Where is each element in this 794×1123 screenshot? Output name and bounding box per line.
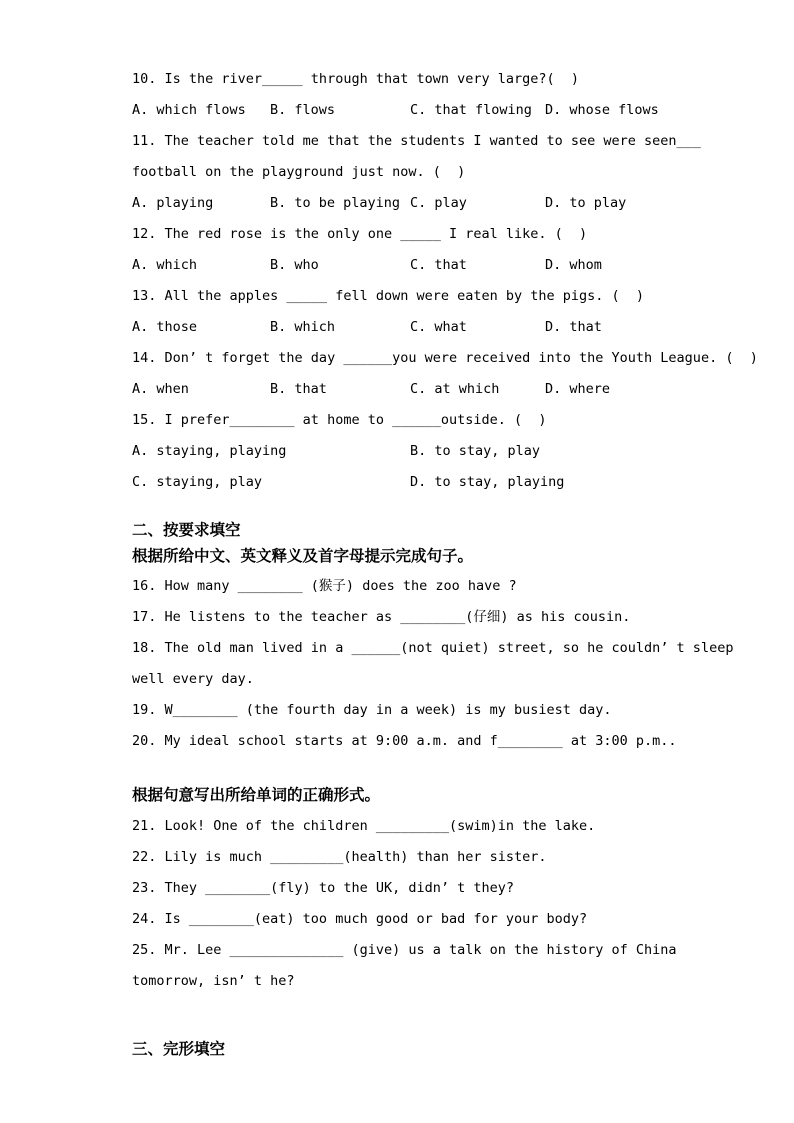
option-c: C. play: [410, 195, 467, 211]
option-d: D. whom: [545, 257, 602, 273]
question-12-options: [132, 250, 754, 281]
question-19-text: 19. W________ (the fourth day in a week) is my busiest day.: [132, 702, 612, 718]
option-c: C. staying, play: [132, 474, 263, 490]
option-b: B. flows: [270, 102, 336, 118]
option-c: C. what: [410, 319, 467, 335]
option-a: A. playing: [132, 195, 214, 211]
option-a: A. those: [132, 319, 198, 335]
section-2-instruction-1: 根据所给中文、英文释义及首字母提示完成句子。: [132, 547, 474, 565]
option-a: A. which: [132, 257, 198, 273]
question-11-line-2: football on the playground just now. ( ): [132, 164, 466, 180]
question-18-line-1: 18. The old man lived in a ______(not quiet) street, so he couldn’ t sleep: [132, 640, 734, 656]
section-2-instruction-2: 根据句意写出所给单词的正确形式。: [132, 786, 381, 804]
question-10-options: [132, 95, 754, 126]
section-3-heading: 三、完形填空: [132, 1040, 226, 1058]
option-d: D. where: [545, 381, 611, 397]
option-a: A. which flows: [132, 102, 246, 118]
question-13-options: [132, 312, 754, 343]
question-16-text: 16. How many ________ (猴子) does the zoo have ?: [132, 578, 517, 594]
option-d: D. that: [545, 319, 602, 335]
question-17-text: 17. He listens to the teacher as ________(仔细) as his cousin.: [132, 609, 631, 625]
option-d: D. to stay, playing: [410, 474, 565, 490]
question-10-text: 10. Is the river_____ through that town very large?( ): [132, 71, 580, 87]
option-b: B. which: [270, 319, 336, 335]
question-13-text: 13. All the apples _____ fell down were eaten by the pigs. ( ): [132, 288, 645, 304]
question-11-options: [132, 188, 754, 219]
question-20-text: 20. My ideal school starts at 9:00 a.m. and f________ at 3:00 p.m..: [132, 733, 677, 749]
page-content: [132, 64, 758, 1062]
option-a: A. staying, playing: [132, 443, 287, 459]
option-b: B. that: [270, 381, 327, 397]
option-c: C. that: [410, 257, 467, 273]
question-14-text: 14. Don’ t forget the day ______you were received into the Youth League. ( ): [132, 350, 758, 366]
option-a: A. when: [132, 381, 189, 397]
question-21-text: 21. Look! One of the children _________(swim)in the lake.: [132, 818, 596, 834]
option-d: D. to play: [545, 195, 627, 211]
option-c: C. that flowing: [410, 102, 532, 118]
option-c: C. at which: [410, 381, 500, 397]
question-25-line-2: tomorrow, isn’ t he?: [132, 973, 295, 989]
option-b: B. to stay, play: [410, 443, 541, 459]
option-d: D. whose flows: [545, 102, 659, 118]
question-15-options-row-2: [132, 467, 754, 498]
question-11-line-1: 11. The teacher told me that the students I wanted to see were seen___: [132, 133, 701, 149]
question-18-line-2: well every day.: [132, 671, 254, 687]
option-b: B. who: [270, 257, 319, 273]
question-14-options: [132, 374, 754, 405]
question-23-text: 23. They ________(fly) to the UK, didn’ t they?: [132, 880, 515, 896]
option-b: B. to be playing: [270, 195, 401, 211]
question-12-text: 12. The red rose is the only one _____ I real like. ( ): [132, 226, 588, 242]
section-2-heading: 二、按要求填空: [132, 521, 241, 539]
question-24-text: 24. Is ________(eat) too much good or bad for your body?: [132, 911, 588, 927]
question-22-text: 22. Lily is much _________(health) than her sister.: [132, 849, 547, 865]
question-25-line-1: 25. Mr. Lee ______________ (give) us a talk on the history of China: [132, 942, 677, 958]
question-15-options-row-1: [132, 436, 754, 467]
question-15-text: 15. I prefer________ at home to ______outside. ( ): [132, 412, 547, 428]
